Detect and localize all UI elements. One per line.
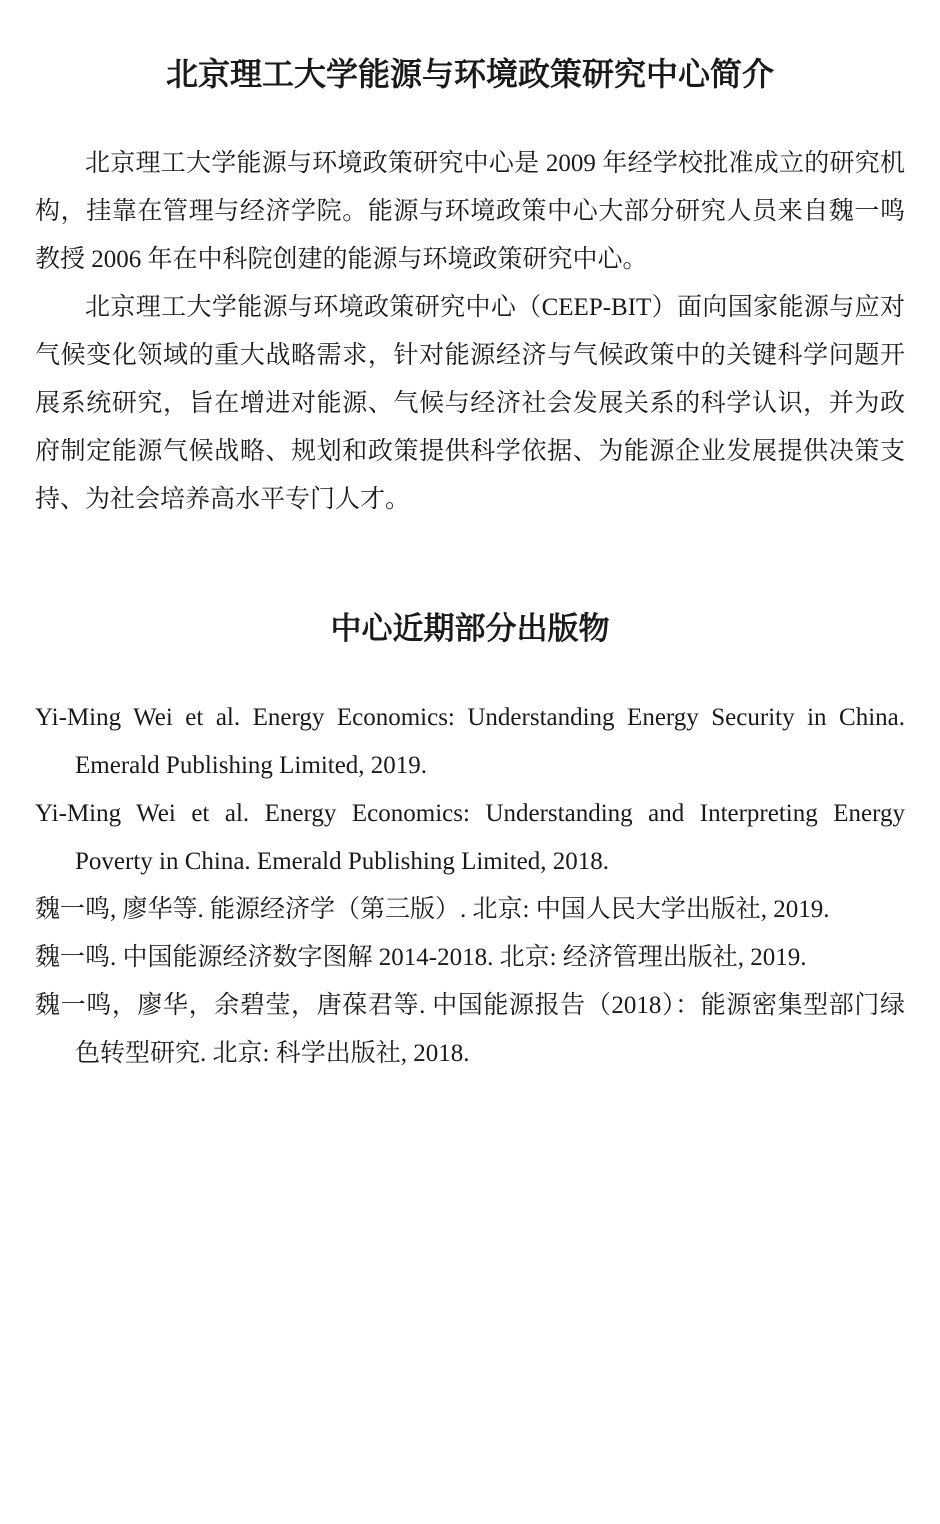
publications-list — [35, 694, 905, 1078]
publication-item: Yi-Ming Wei et al. Energy Economics: Understanding and Interpreting Energy Poverty in China. Emerald Publishing Limited, 2018. — [35, 800, 905, 875]
publication-item: Yi-Ming Wei et al. Energy Economics: Understanding Energy Security in China. Emerald Publishing Limited, 2019. — [35, 704, 905, 779]
intro-paragraph-2: 北京理工大学能源与环境政策研究中心（CEEP-BIT）面向国家能源与应对气候变化领域的重大战略需求，针对能源经济与气候政策中的关键科学问题开展系统研究，旨在增进对能源、气候与经济社会发展关系的科学认识，并为政府制定能源气候战略、规划和政策提供科学依据、为能源企业发展提供决策支持、为社会培养高水平专门人才。 — [35, 294, 905, 513]
publication-item: 魏一鸣. 中国能源经济数字图解 2014-2018. 北京: 经济管理出版社, 2019. — [35, 944, 807, 971]
publication-item: 魏一鸣，廖华，余碧莹，唐葆君等. 中国能源报告（2018）：能源密集型部门绿色转型研究. 北京: 科学出版社, 2018. — [35, 992, 905, 1067]
document-title: 北京理工大学能源与环境政策研究中心简介 — [165, 56, 774, 92]
publications-section-heading: 中心近期部分出版物 — [330, 611, 610, 646]
intro-paragraph-1: 北京理工大学能源与环境政策研究中心是 2009 年经学校批准成立的研究机构，挂靠在管理与经济学院。能源与环境政策中心大部分研究人员来自魏一鸣教授 2006 年在中科院创建的能源与环境政策研究中心。 — [35, 150, 905, 273]
publication-item: 魏一鸣, 廖华等. 能源经济学（第三版）. 北京: 中国人民大学出版社, 2019. — [35, 896, 830, 923]
